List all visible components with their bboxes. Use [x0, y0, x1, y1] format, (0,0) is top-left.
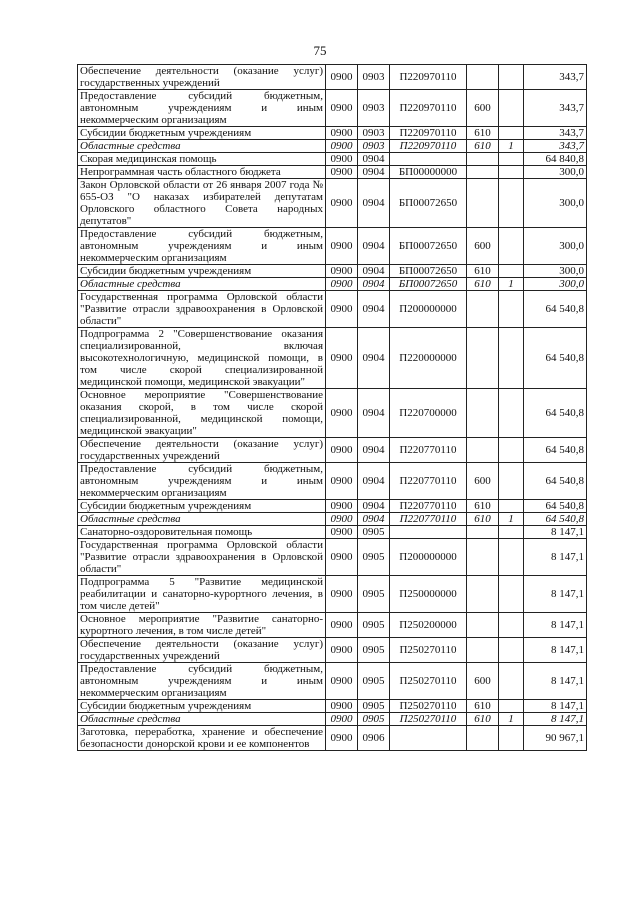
cell-subsection: 0905 — [358, 713, 390, 726]
table-row — [78, 713, 587, 726]
cell-source — [499, 153, 524, 166]
cell-target-article: П220770110 — [390, 513, 467, 526]
cell-expense-type — [467, 166, 499, 179]
cell-amount: 300,0 — [524, 228, 587, 265]
cell-amount: 8 147,1 — [524, 576, 587, 613]
cell-name: Субсидии бюджетным учреждениям — [78, 700, 326, 713]
table-row — [78, 613, 587, 638]
table-row — [78, 389, 587, 438]
cell-section: 0900 — [326, 500, 358, 513]
cell-target-article: П220770110 — [390, 500, 467, 513]
cell-source — [499, 291, 524, 328]
table-row — [78, 65, 587, 90]
cell-target-article — [390, 153, 467, 166]
cell-subsection: 0903 — [358, 127, 390, 140]
cell-section: 0900 — [326, 663, 358, 700]
cell-target-article: П250270110 — [390, 638, 467, 663]
cell-amount: 64 540,8 — [524, 328, 587, 389]
cell-source — [499, 463, 524, 500]
table-row — [78, 638, 587, 663]
cell-name: Закон Орловской области от 26 января 2007 года № 655-ОЗ "О наказах избирателей депутатам Орловского областного Совета народных депутатов" — [78, 179, 326, 228]
cell-amount: 64 540,8 — [524, 291, 587, 328]
cell-amount: 8 147,1 — [524, 526, 587, 539]
cell-source — [499, 65, 524, 90]
cell-name: Предоставление субсидий бюджетным, автономным учреждениям и иным некоммерческим организациям — [78, 463, 326, 500]
cell-subsection: 0906 — [358, 726, 390, 751]
cell-expense-type: 610 — [467, 513, 499, 526]
cell-name: Государственная программа Орловской области "Развитие отрасли здравоохранения в Орловской области" — [78, 539, 326, 576]
cell-target-article: П220770110 — [390, 438, 467, 463]
cell-section: 0900 — [326, 228, 358, 265]
cell-target-article: П220970110 — [390, 127, 467, 140]
cell-subsection: 0905 — [358, 526, 390, 539]
table-row — [78, 328, 587, 389]
cell-source — [499, 500, 524, 513]
cell-amount: 64 540,8 — [524, 513, 587, 526]
cell-name: Подпрограмма 5 "Развитие медицинской реабилитации и санаторно-курортного лечения, в том числе детей" — [78, 576, 326, 613]
cell-subsection: 0904 — [358, 278, 390, 291]
cell-subsection: 0904 — [358, 179, 390, 228]
cell-source: 1 — [499, 513, 524, 526]
cell-name: Областные средства — [78, 713, 326, 726]
cell-target-article: П250200000 — [390, 613, 467, 638]
cell-subsection: 0903 — [358, 90, 390, 127]
cell-amount: 8 147,1 — [524, 700, 587, 713]
cell-expense-type — [467, 291, 499, 328]
cell-section: 0900 — [326, 153, 358, 166]
cell-source — [499, 179, 524, 228]
cell-target-article: П220970110 — [390, 65, 467, 90]
cell-target-article — [390, 726, 467, 751]
cell-expense-type — [467, 638, 499, 663]
table-row — [78, 700, 587, 713]
cell-source — [499, 265, 524, 278]
cell-section: 0900 — [326, 140, 358, 153]
cell-amount: 300,0 — [524, 278, 587, 291]
cell-name: Предоставление субсидий бюджетным, автономным учреждениям и иным некоммерческим организациям — [78, 228, 326, 265]
cell-name: Предоставление субсидий бюджетным, автономным учреждениям и иным некоммерческим организациям — [78, 90, 326, 127]
cell-expense-type: 600 — [467, 663, 499, 700]
cell-section: 0900 — [326, 438, 358, 463]
cell-section: 0900 — [326, 291, 358, 328]
page-number: 75 — [313, 43, 327, 58]
cell-name: Основное мероприятие "Развитие санаторно-курортного лечения, в том числе детей" — [78, 613, 326, 638]
cell-target-article: БП00072650 — [390, 228, 467, 265]
cell-subsection: 0903 — [358, 140, 390, 153]
cell-target-article: БП00072650 — [390, 278, 467, 291]
cell-expense-type — [467, 389, 499, 438]
table-row — [78, 513, 587, 526]
cell-source: 1 — [499, 713, 524, 726]
cell-expense-type — [467, 576, 499, 613]
cell-section: 0900 — [326, 513, 358, 526]
cell-subsection: 0905 — [358, 700, 390, 713]
cell-subsection: 0905 — [358, 638, 390, 663]
cell-source — [499, 576, 524, 613]
cell-source — [499, 328, 524, 389]
cell-source — [499, 663, 524, 700]
table-row — [78, 140, 587, 153]
cell-section: 0900 — [326, 613, 358, 638]
cell-target-article: П220970110 — [390, 140, 467, 153]
cell-name: Основное мероприятие "Совершенствование оказания скорой, в том числе скорой специализированной, медицинской помощи, медицинской эвакуации" — [78, 389, 326, 438]
cell-target-article: П200000000 — [390, 291, 467, 328]
table-row — [78, 463, 587, 500]
table-row — [78, 166, 587, 179]
cell-source — [499, 539, 524, 576]
cell-name: Подпрограмма 2 "Совершенствование оказания специализированной, включая высокотехнологичную, медицинской помощи, в том числе скорой специализированной медицинской помощи, медицинской эвакуации" — [78, 328, 326, 389]
cell-expense-type — [467, 65, 499, 90]
cell-section: 0900 — [326, 700, 358, 713]
table-row — [78, 153, 587, 166]
cell-expense-type — [467, 613, 499, 638]
cell-amount: 8 147,1 — [524, 613, 587, 638]
cell-name: Обеспечение деятельности (оказание услуг) государственных учреждений — [78, 638, 326, 663]
cell-expense-type — [467, 153, 499, 166]
table-row — [78, 90, 587, 127]
cell-expense-type: 610 — [467, 140, 499, 153]
cell-amount: 64 840,8 — [524, 153, 587, 166]
cell-section: 0900 — [326, 638, 358, 663]
cell-name: Предоставление субсидий бюджетным, автономным учреждениям и иным некоммерческим организациям — [78, 663, 326, 700]
cell-expense-type: 600 — [467, 463, 499, 500]
cell-expense-type — [467, 179, 499, 228]
cell-expense-type: 610 — [467, 127, 499, 140]
cell-section: 0900 — [326, 526, 358, 539]
cell-source — [499, 613, 524, 638]
cell-target-article — [390, 526, 467, 539]
cell-amount: 300,0 — [524, 265, 587, 278]
cell-subsection: 0904 — [358, 291, 390, 328]
table-row — [78, 278, 587, 291]
table-row — [78, 438, 587, 463]
cell-subsection: 0904 — [358, 228, 390, 265]
cell-target-article: П220700000 — [390, 389, 467, 438]
cell-expense-type: 610 — [467, 500, 499, 513]
cell-target-article: П200000000 — [390, 539, 467, 576]
cell-source: 1 — [499, 278, 524, 291]
cell-subsection: 0904 — [358, 389, 390, 438]
cell-source — [499, 638, 524, 663]
cell-target-article: П250270110 — [390, 663, 467, 700]
cell-name: Санаторно-оздоровительная помощь — [78, 526, 326, 539]
cell-section: 0900 — [326, 127, 358, 140]
table-row — [78, 500, 587, 513]
cell-name: Субсидии бюджетным учреждениям — [78, 500, 326, 513]
table-row — [78, 127, 587, 140]
cell-target-article: П250270110 — [390, 700, 467, 713]
cell-subsection: 0903 — [358, 65, 390, 90]
cell-subsection: 0905 — [358, 663, 390, 700]
cell-target-article: БП00000000 — [390, 166, 467, 179]
cell-section: 0900 — [326, 278, 358, 291]
cell-section: 0900 — [326, 713, 358, 726]
budget-table — [77, 64, 587, 751]
cell-amount: 8 147,1 — [524, 713, 587, 726]
cell-name: Областные средства — [78, 140, 326, 153]
table-row — [78, 576, 587, 613]
cell-amount: 64 540,8 — [524, 389, 587, 438]
cell-section: 0900 — [326, 90, 358, 127]
cell-name: Государственная программа Орловской области "Развитие отрасли здравоохранения в Орловской области" — [78, 291, 326, 328]
cell-amount: 90 967,1 — [524, 726, 587, 751]
cell-expense-type — [467, 438, 499, 463]
cell-expense-type: 610 — [467, 265, 499, 278]
cell-name: Областные средства — [78, 278, 326, 291]
cell-target-article: БП00072650 — [390, 265, 467, 278]
cell-source — [499, 127, 524, 140]
cell-name: Областные средства — [78, 513, 326, 526]
cell-expense-type: 610 — [467, 700, 499, 713]
cell-amount: 343,7 — [524, 65, 587, 90]
cell-amount: 300,0 — [524, 166, 587, 179]
cell-source — [499, 726, 524, 751]
cell-section: 0900 — [326, 265, 358, 278]
cell-subsection: 0904 — [358, 166, 390, 179]
cell-section: 0900 — [326, 166, 358, 179]
cell-expense-type — [467, 328, 499, 389]
cell-subsection: 0904 — [358, 265, 390, 278]
cell-source: 1 — [499, 140, 524, 153]
cell-section: 0900 — [326, 463, 358, 500]
cell-amount: 64 540,8 — [524, 438, 587, 463]
cell-subsection: 0905 — [358, 613, 390, 638]
cell-source — [499, 700, 524, 713]
cell-expense-type: 600 — [467, 228, 499, 265]
cell-amount: 8 147,1 — [524, 663, 587, 700]
cell-subsection: 0905 — [358, 539, 390, 576]
cell-target-article: П250000000 — [390, 576, 467, 613]
cell-section: 0900 — [326, 65, 358, 90]
cell-name: Обеспечение деятельности (оказание услуг) государственных учреждений — [78, 438, 326, 463]
cell-amount: 64 540,8 — [524, 500, 587, 513]
table-row — [78, 291, 587, 328]
table-row — [78, 726, 587, 751]
cell-subsection: 0904 — [358, 328, 390, 389]
cell-expense-type: 610 — [467, 713, 499, 726]
cell-section: 0900 — [326, 328, 358, 389]
cell-target-article: П250270110 — [390, 713, 467, 726]
cell-section: 0900 — [326, 539, 358, 576]
cell-amount: 300,0 — [524, 179, 587, 228]
cell-section: 0900 — [326, 179, 358, 228]
table-row — [78, 265, 587, 278]
cell-source — [499, 438, 524, 463]
cell-subsection: 0904 — [358, 438, 390, 463]
cell-name: Заготовка, переработка, хранение и обеспечение безопасности донорской крови и ее компонентов — [78, 726, 326, 751]
cell-subsection: 0904 — [358, 463, 390, 500]
table-row — [78, 526, 587, 539]
cell-section: 0900 — [326, 389, 358, 438]
cell-expense-type: 610 — [467, 278, 499, 291]
cell-expense-type — [467, 726, 499, 751]
cell-subsection: 0904 — [358, 513, 390, 526]
cell-name: Субсидии бюджетным учреждениям — [78, 265, 326, 278]
cell-name: Непрограммная часть областного бюджета — [78, 166, 326, 179]
cell-subsection: 0904 — [358, 153, 390, 166]
cell-name: Субсидии бюджетным учреждениям — [78, 127, 326, 140]
table-row — [78, 228, 587, 265]
cell-name: Скорая медицинская помощь — [78, 153, 326, 166]
cell-expense-type: 600 — [467, 90, 499, 127]
cell-source — [499, 166, 524, 179]
cell-source — [499, 389, 524, 438]
cell-amount: 64 540,8 — [524, 463, 587, 500]
cell-source — [499, 228, 524, 265]
table-row — [78, 663, 587, 700]
cell-amount: 343,7 — [524, 140, 587, 153]
cell-subsection: 0905 — [358, 576, 390, 613]
cell-expense-type — [467, 539, 499, 576]
table-row — [78, 539, 587, 576]
cell-source — [499, 90, 524, 127]
cell-target-article: БП00072650 — [390, 179, 467, 228]
cell-section: 0900 — [326, 726, 358, 751]
cell-target-article: П220970110 — [390, 90, 467, 127]
cell-amount: 343,7 — [524, 127, 587, 140]
cell-target-article: П220000000 — [390, 328, 467, 389]
cell-amount: 343,7 — [524, 90, 587, 127]
cell-name: Обеспечение деятельности (оказание услуг) государственных учреждений — [78, 65, 326, 90]
cell-section: 0900 — [326, 576, 358, 613]
cell-target-article: П220770110 — [390, 463, 467, 500]
cell-subsection: 0904 — [358, 500, 390, 513]
cell-expense-type — [467, 526, 499, 539]
cell-amount: 8 147,1 — [524, 638, 587, 663]
cell-source — [499, 526, 524, 539]
cell-amount: 8 147,1 — [524, 539, 587, 576]
table-row — [78, 179, 587, 228]
